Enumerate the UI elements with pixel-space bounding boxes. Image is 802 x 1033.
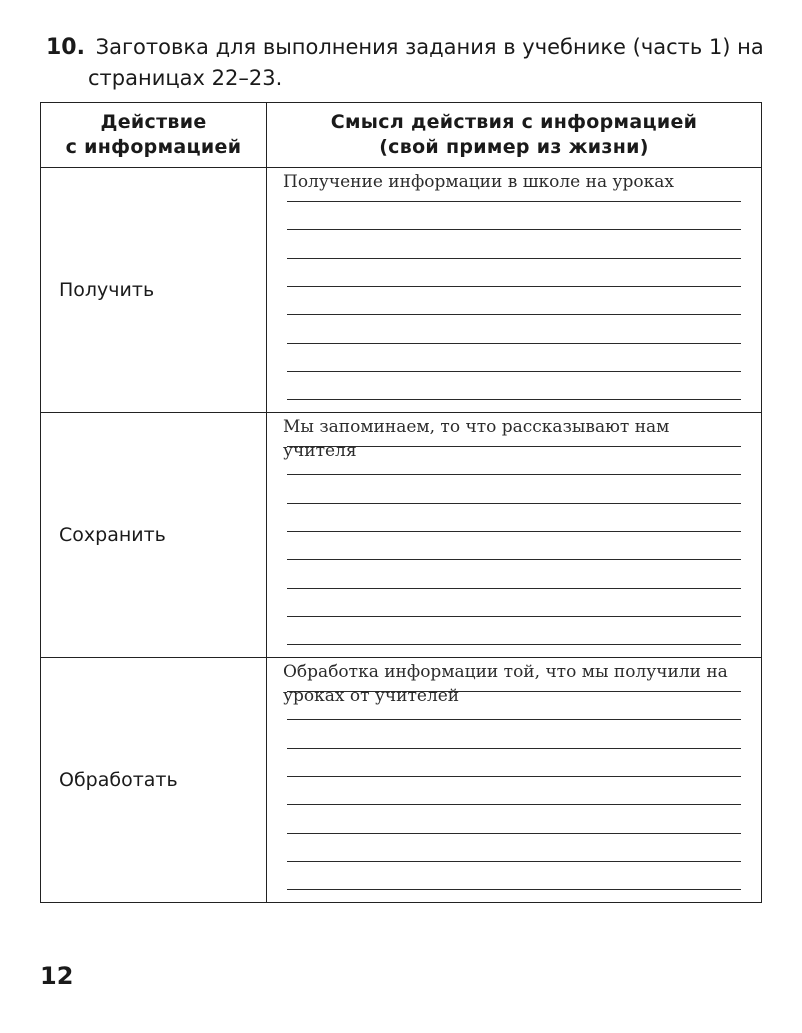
writing-line	[287, 559, 741, 560]
writing-line	[287, 748, 741, 749]
writing-line	[287, 343, 741, 344]
writing-line	[287, 531, 741, 532]
writing-line	[287, 644, 741, 645]
ruled-lines	[287, 168, 741, 412]
writing-line	[287, 833, 741, 834]
task-line-2: страницах 22–23.	[88, 66, 283, 90]
writing-line	[287, 861, 741, 862]
handwritten-answer: Обработка информации той, что мы получили на уроках от учителей	[283, 662, 728, 706]
writing-line	[287, 503, 741, 504]
writing-line	[287, 314, 741, 315]
writing-line	[287, 201, 741, 202]
writing-line	[287, 804, 741, 805]
header-action-line-2: с информацией	[65, 136, 242, 158]
writing-line	[287, 286, 741, 287]
header-action-line-1: Действие	[100, 111, 207, 133]
table-row	[41, 413, 762, 658]
action-label: Обработать	[41, 658, 267, 903]
page-number: 12	[40, 962, 74, 990]
writing-line	[287, 474, 741, 475]
handwritten-answer: Мы запоминаем, то что рассказывают нам учителя	[283, 417, 670, 461]
writing-line	[287, 889, 741, 890]
task-number: 10.	[46, 35, 85, 60]
writing-line	[287, 588, 741, 589]
header-meaning-line-2: (свой пример из жизни)	[379, 136, 649, 158]
header-row	[41, 103, 762, 168]
action-label: Получить	[41, 168, 267, 413]
writing-line	[287, 258, 741, 259]
workbook-table	[40, 102, 762, 903]
answer-cell[interactable]	[267, 168, 762, 413]
action-label: Сохранить	[41, 413, 267, 658]
header-meaning	[267, 103, 762, 168]
writing-line	[287, 399, 741, 400]
writing-line	[287, 776, 741, 777]
writing-line	[287, 229, 741, 230]
table-row	[41, 658, 762, 903]
answer-cell[interactable]	[267, 658, 762, 903]
table-row	[41, 168, 762, 413]
task-text	[46, 32, 766, 93]
handwritten-answer: Получение информации в школе на уроках	[283, 172, 674, 192]
writing-line	[287, 719, 741, 720]
header-action	[41, 103, 267, 168]
header-meaning-line-1: Смысл действия с информацией	[330, 111, 698, 133]
task-line-1: Заготовка для выполнения задания в учебнике (часть 1) на	[95, 35, 764, 59]
answer-cell[interactable]	[267, 413, 762, 658]
writing-line	[287, 616, 741, 617]
writing-line	[287, 371, 741, 372]
